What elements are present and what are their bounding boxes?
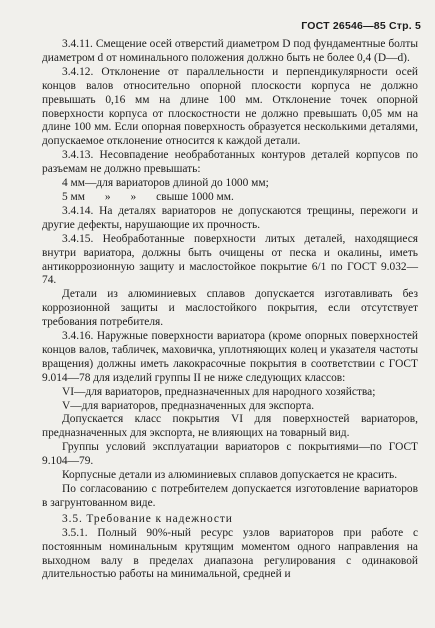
paragraph-class-vi-export: Допускается класс покрытия VI для поверхностей вариаторов, предназначенных для экспорта, не влияющих на товарный вид.: [42, 413, 418, 440]
page-header: ГОСТ 26546—85 Стр. 5: [301, 20, 421, 32]
list-item-5mm: 5 мм » » свыше 1000 мм.: [62, 190, 234, 203]
paragraph-no-paint: Корпусные детали из алюминиевых сплавов допускается не красить.: [62, 469, 398, 482]
paragraph-3-5-1: 3.5.1. Полный 90%-ный ресурс узлов вариаторов при работе с постоянным номинальным крутящим моментом одного направления на выходном валу в пределах диапазона регулирования с одинаковой длительностью работы на минимальной, средней и: [42, 526, 418, 581]
list-item-4mm: 4 мм—для вариаторов длиной до 1000 мм;: [62, 177, 269, 190]
paragraph-aluminium-parts: Детали из алюминиевых сплавов допускается изготавливать без коррозионной защиты и маслостойкого покрытия, если отсутствует требования потребителя.: [42, 288, 418, 329]
paragraph-3-4-15: 3.4.15. Необработанные поверхности литых деталей, находящиеся внутри вариатора, должны быть очищены от песка и окалины, иметь антикоррозионную защиту и маслостойкое покрытие 6/1 по ГОСТ 9.032—74.: [42, 232, 418, 287]
paragraph-3-4-12: 3.4.12. Отклонение от параллельности и перпендикулярности осей концов валов относительно опорной плоскости корпуса не должно превышать 0,16 мм на длине 100 мм. Отклонение точек опорной поверхности корпуса от плоскостности не должно превышать 0,05 мм на длине 100 мм. Если опорная поверхность образуется несколькими деталями, допускаемое отклонение относится к каждой детали.: [42, 65, 418, 148]
paragraph-3-4-14: 3.4.14. На деталях вариаторов не допускаются трещины, пережоги и другие дефекты, нарушающие их прочность.: [42, 204, 418, 231]
paragraph-operating-groups: Группы условий эксплуатации вариаторов с покрытиями—по ГОСТ 9.104—79.: [42, 441, 418, 468]
paragraph-primed: По согласованию с потребителем допускается изготовление вариаторов в загрунтованном виде.: [42, 483, 418, 509]
paragraph-3-4-13: 3.4.13. Несовпадение необработанных контуров деталей корпусов по разъемам не должно превышать:: [42, 149, 418, 176]
section-heading-3-5: 3.5. Требование к надежности: [62, 512, 233, 525]
list-item-class-v: V—для вариаторов, предназначенных для экспорта.: [62, 399, 315, 412]
list-item-class-vi: VI—для вариаторов, предназначенных для народного хозяйства;: [62, 385, 376, 398]
paragraph-3-4-16: 3.4.16. Наружные поверхности вариатора (кроме опорных поверхностей концов валов, табличек, маховичка, уплотняющих колец и указателя частоты вращения) должны иметь лакокрасочные покрытия в соответствии с ГОСТ 9.014—78 для изделий группы II не ниже следующих классов:: [42, 330, 418, 384]
page-body: [42, 38, 418, 582]
paragraph-3-4-11: 3.4.11. Смещение осей отверстий диаметром D под фундаментные болты диаметром d от номинального положения должно быть не более 0,4 (D—d).: [42, 38, 418, 64]
